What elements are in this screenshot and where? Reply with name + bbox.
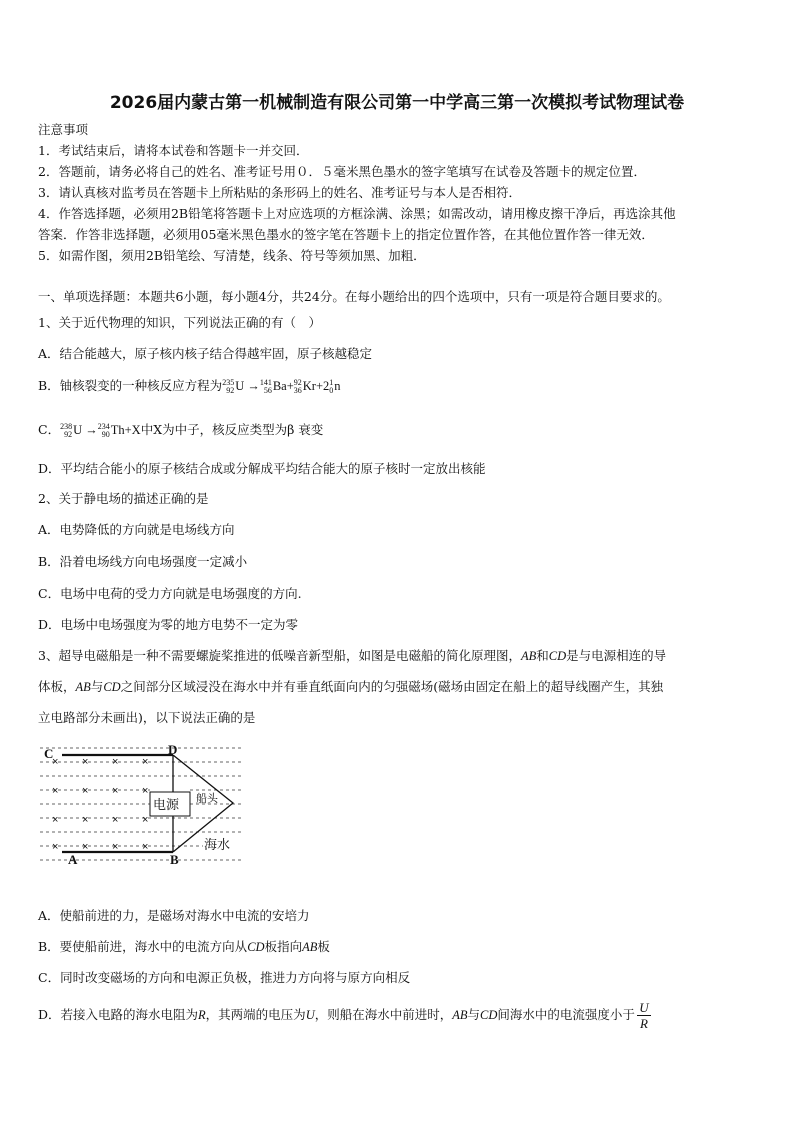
q2-option-d: D．电场中电场强度为零的地方电势不一定为零 (38, 617, 299, 632)
q3-text: ，其两端的电压为 (205, 1007, 306, 1022)
field-cross-mark: × (142, 785, 149, 797)
q3-text: D．若接入电路的海水电阻为 (38, 1007, 199, 1022)
field-cross-mark: × (52, 841, 59, 853)
var-r: R (198, 1008, 206, 1022)
field-cross-mark: × (112, 814, 119, 826)
notice-heading: 注意事项 (38, 122, 89, 137)
q1-option-c-text: 中X为中子，核反应类型为β 衰变 (140, 422, 324, 437)
q3-cd: CD (247, 940, 265, 954)
q3-text: 间海水中的电流强度小于 (497, 1007, 635, 1022)
q3-text: 是与电源相连的导 (566, 648, 667, 663)
q3-option-b (38, 937, 330, 955)
q3-stem-line3: 立电路部分未画出)，以下说法正确的是 (38, 710, 256, 725)
q3-text: ，则船在海水中前进时， (314, 1007, 453, 1022)
field-cross-mark: × (142, 841, 149, 853)
q1-option-c (38, 420, 323, 439)
field-crosses (52, 756, 148, 853)
field-cross-mark: × (82, 814, 89, 826)
fraction-numerator: U (639, 1000, 649, 1015)
q2-stem: 2、关于静电场的描述正确的是 (38, 491, 209, 506)
notice-item: 2．答题前，请务必将自己的姓名、准考证号用０．５毫米黑色墨水的签字笔填写在试卷及答题卡的规定位置． (38, 164, 646, 179)
point-b-label: B (170, 852, 179, 865)
power-source-label: 电源 (153, 798, 180, 813)
field-cross-mark: × (82, 756, 89, 768)
notice-item: 4．作答选择题，必须用2B铅笔将答题卡上对应选项的方框涂满、涂黑；如需改动，请用橡皮擦干净后，再选涂其他 (38, 206, 676, 221)
q2-option-c: C．电场中电荷的受力方向就是电场强度的方向. (38, 586, 302, 601)
q1-option-b-text: B．铀核裂变的一种核反应方程为 (38, 378, 223, 393)
q3-cd: CD (103, 680, 121, 694)
section-heading: 一、单项选择题：本题共6小题，每小题4分，共24分。在每小题给出的四个选项中，只有一项是符合题目要求的。 (38, 289, 670, 304)
field-cross-mark: × (52, 814, 59, 826)
decay-equation: 238 92 U → 234 90 Th+X (60, 422, 141, 440)
point-a-label: A (68, 852, 78, 865)
q3-option-a: A．使船前进的力，是磁场对海水中电流的安培力 (38, 908, 310, 923)
sea-water-label: 海水 (204, 838, 231, 853)
fraction-u-over-r (637, 1000, 651, 1031)
q3-option-d (38, 1000, 651, 1031)
q1-option-c-prefix: C． (38, 422, 61, 437)
field-cross-mark: × (52, 785, 59, 797)
notice-item: 3．请认真核对监考员在答题卡上所粘贴的条形码上的姓名、准考证号与本人是否相符． (38, 185, 521, 200)
q3-text: 与 (467, 1007, 481, 1022)
q3-cd: CD (480, 1008, 498, 1022)
field-cross-mark: × (142, 814, 149, 826)
q2-option-a: A．电势降低的方向就是电场线方向 (38, 522, 235, 537)
q3-text: 板指向 (264, 939, 303, 954)
notice-item: 答案．作答非选择题，必须用05毫米黑色墨水的签字笔在答题卡上的指定位置作答，在其他位置作答一律无效． (38, 227, 654, 242)
field-cross-mark: × (52, 756, 59, 768)
fraction-denominator: R (639, 1016, 648, 1031)
q3-ab: AB (75, 680, 91, 694)
q3-stem-line2 (38, 677, 663, 695)
field-cross-mark: × (82, 785, 89, 797)
q3-text: 和 (536, 648, 549, 663)
field-cross-mark: × (112, 841, 119, 853)
point-c-label: C (44, 746, 54, 761)
q3-text: 与 (90, 679, 104, 694)
q2-option-b: B．沿着电场线方向电场强度一定减小 (38, 554, 248, 569)
page-title: 2026届内蒙古第一机械制造有限公司第一中学高三第一次模拟考试物理试卷 (109, 93, 685, 113)
field-cross-mark: × (142, 756, 149, 768)
field-cross-mark: × (82, 841, 89, 853)
q3-ab: AB (452, 1008, 468, 1022)
q1-option-b (38, 376, 341, 395)
q3-text: B．要使船前进，海水中的电流方向从 (38, 939, 248, 954)
notice-item: 5．如需作图，须用2B铅笔绘、写清楚，线条、符号等须加黑、加粗． (38, 248, 426, 263)
ship-diagram (38, 740, 248, 865)
field-cross-mark: × (112, 756, 119, 768)
q1-option-d: D．平均结合能小的原子核结合成或分解成平均结合能大的原子核时一定放出核能 (38, 461, 486, 476)
bow-label: 船头 (196, 792, 218, 805)
q1-option-a: A．结合能越大，原子核内核子结合得越牢固，原子核越稳定 (38, 346, 373, 361)
q3-text: 之间部分区域浸没在海水中并有垂直纸面向内的匀强磁场(磁场由固定在船上的超导线圈产生，其独 (120, 679, 664, 694)
notice-item: 1．考试结束后，请将本试卷和答题卡一并交回． (38, 143, 309, 158)
q3-text: 体板， (38, 679, 76, 694)
q3-option-c: C．同时改变磁场的方向和电源正负极，推进力方向将与原方向相反 (38, 970, 411, 985)
var-u: U (305, 1008, 315, 1022)
q3-stem-line1 (38, 646, 666, 664)
q3-ab: AB (520, 649, 537, 663)
field-cross-mark: × (112, 785, 119, 797)
q3-text: 3、超导电磁船是一种不需要螺旋桨推进的低噪音新型船，如图是电磁船的简化原理图， (38, 648, 521, 663)
fission-equation: 235 92 U → 141 56 Ba+ 92 36 Kr+2 1 0 n (222, 378, 341, 396)
q1-stem: 1、关于近代物理的知识，下列说法正确的有（ ） (38, 315, 321, 330)
q3-ab: AB (302, 940, 318, 954)
q3-text: 板 (317, 939, 330, 954)
point-d-label: D (168, 742, 178, 757)
q3-cd: CD (548, 649, 567, 663)
